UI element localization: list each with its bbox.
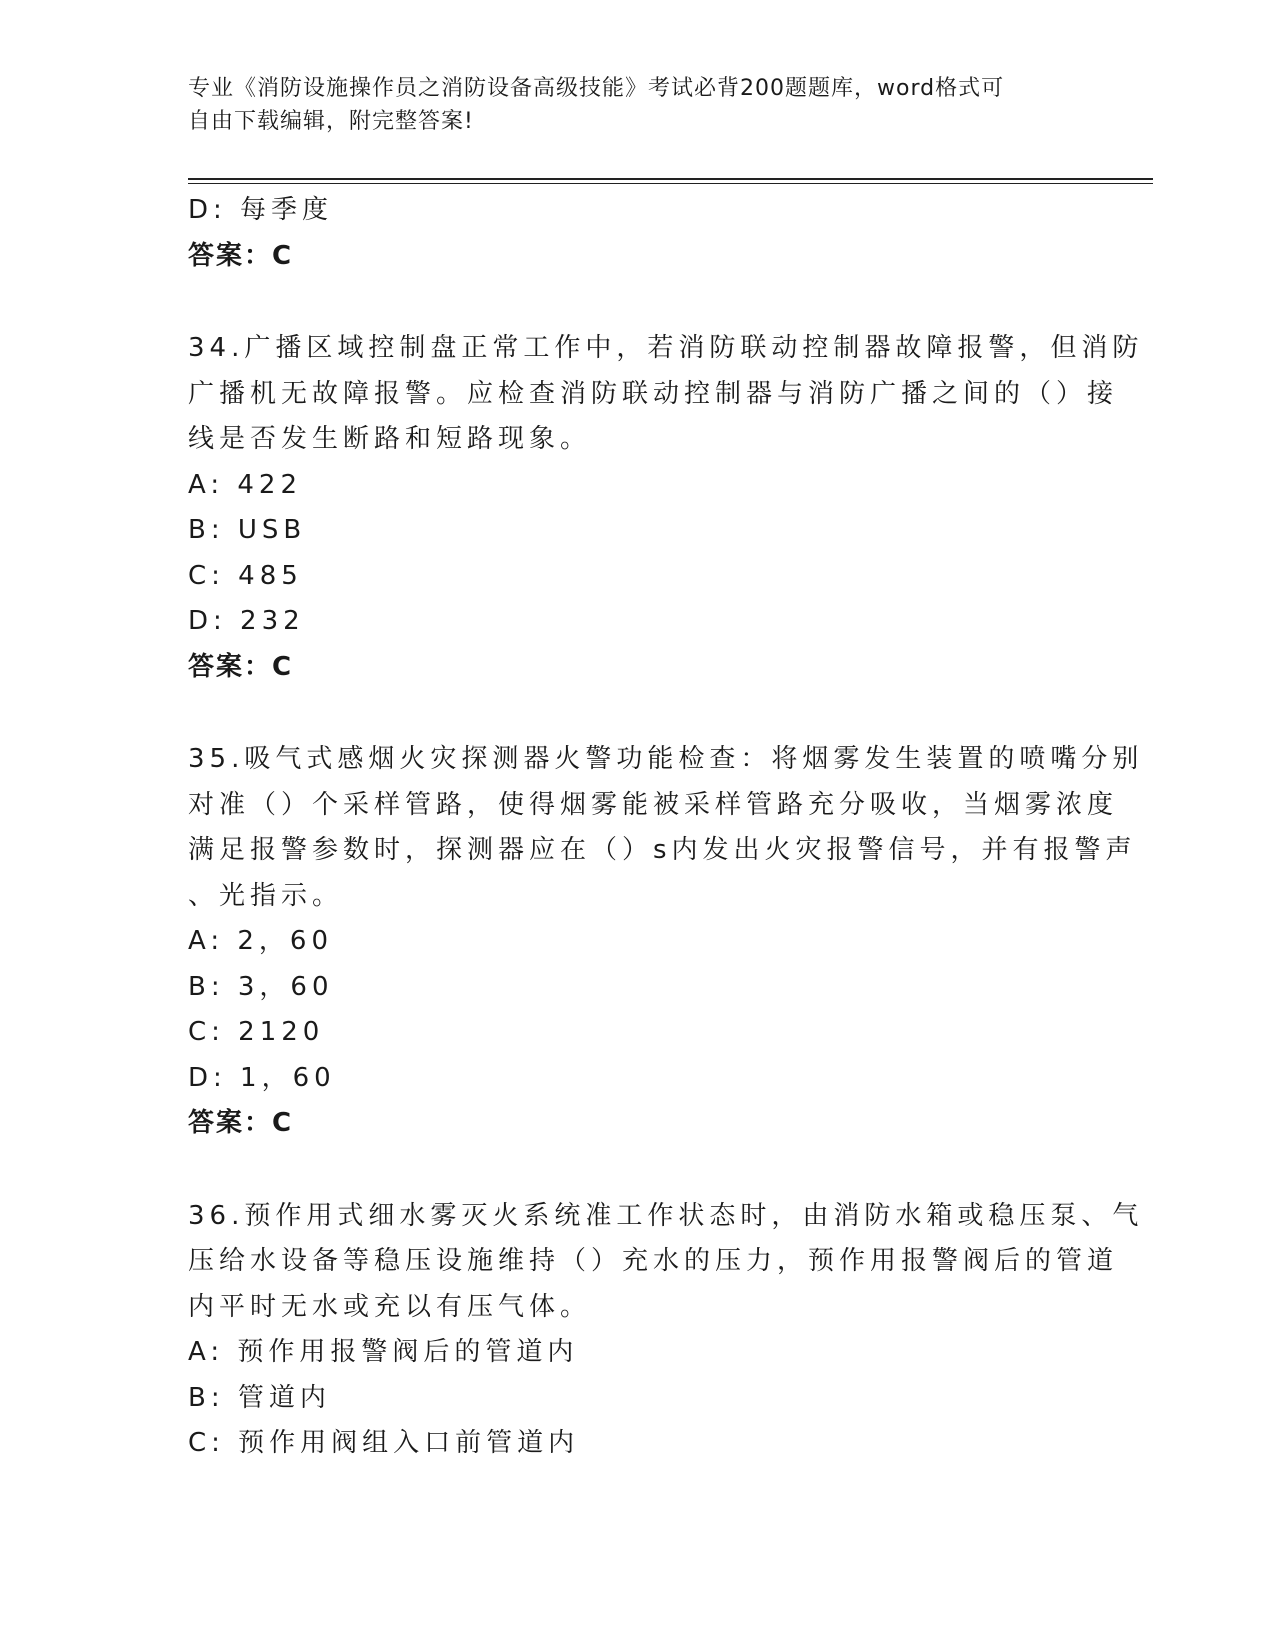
header-rule-thin [188,183,1153,184]
option-d: D: 1，60 [188,1062,336,1093]
stem-line: 35.吸气式感烟火灾探测器火警功能检查：将烟雾发生装置的喷嘴分别 [188,744,1144,774]
question-36 [188,1194,1144,1467]
option-c: C: 2120 [188,1017,325,1047]
question-stem [188,1194,1144,1331]
spacer [188,279,1088,326]
option-c: C: 485 [188,560,303,591]
header-rule [188,178,1153,180]
option-d: D: 每季度 [188,195,334,225]
question-stem [188,737,1144,919]
option-b: B: 3，60 [188,971,334,1002]
option-a: A: 预作用报警阀后的管道内 [188,1337,579,1367]
header-line-1: 专业《消防设施操作员之消防设备高级技能》考试必背200题题库，word格式可 [188,76,1005,101]
option-a: A: 422 [188,469,302,500]
question-35 [188,737,1144,1147]
question-34 [188,326,1144,690]
stem-line: 压给水设备等稳压设施维持（）充水的压力，预作用报警阀后的管道 [188,1246,1119,1276]
option-b: B: USB [188,515,307,545]
answer: 答案：C [188,651,294,682]
answer: 答案：C [188,240,294,271]
stem-line: 线是否发生断路和短路现象。 [188,424,592,454]
stem-line: 36.预作用式细水雾灭火系统准工作状态时，由消防水箱或稳压泵、气 [188,1200,1144,1231]
page-header [188,72,1068,138]
stem-line: 满足报警参数时，探测器应在（）s内发出火灾报警信号，并有报警声 [188,835,1137,865]
option-b: B: 管道内 [188,1382,331,1413]
header-line-2: 自由下载编辑，附完整答案! [188,109,474,134]
stem-line: 广播机无故障报警。应检查消防联动控制器与消防广播之间的（）接 [188,378,1119,409]
stem-line: 、光指示。 [188,880,344,911]
option-c: C: 预作用阀组入口前管道内 [188,1428,580,1458]
document-body [188,188,1144,1467]
spacer [188,1147,1088,1194]
option-d: D: 232 [188,606,305,636]
stem-line: 对准（）个采样管路，使得烟雾能被采样管路充分吸收，当烟雾浓度 [188,789,1119,820]
option-a: A: 2，60 [188,926,333,956]
spacer [188,690,1088,737]
question-stem [188,326,1144,463]
answer: 答案：C [188,1108,294,1138]
stem-line: 内平时无水或充以有压气体。 [188,1291,592,1322]
stem-line: 34.广播区域控制盘正常工作中，若消防联动控制器故障报警，但消防 [188,333,1144,363]
